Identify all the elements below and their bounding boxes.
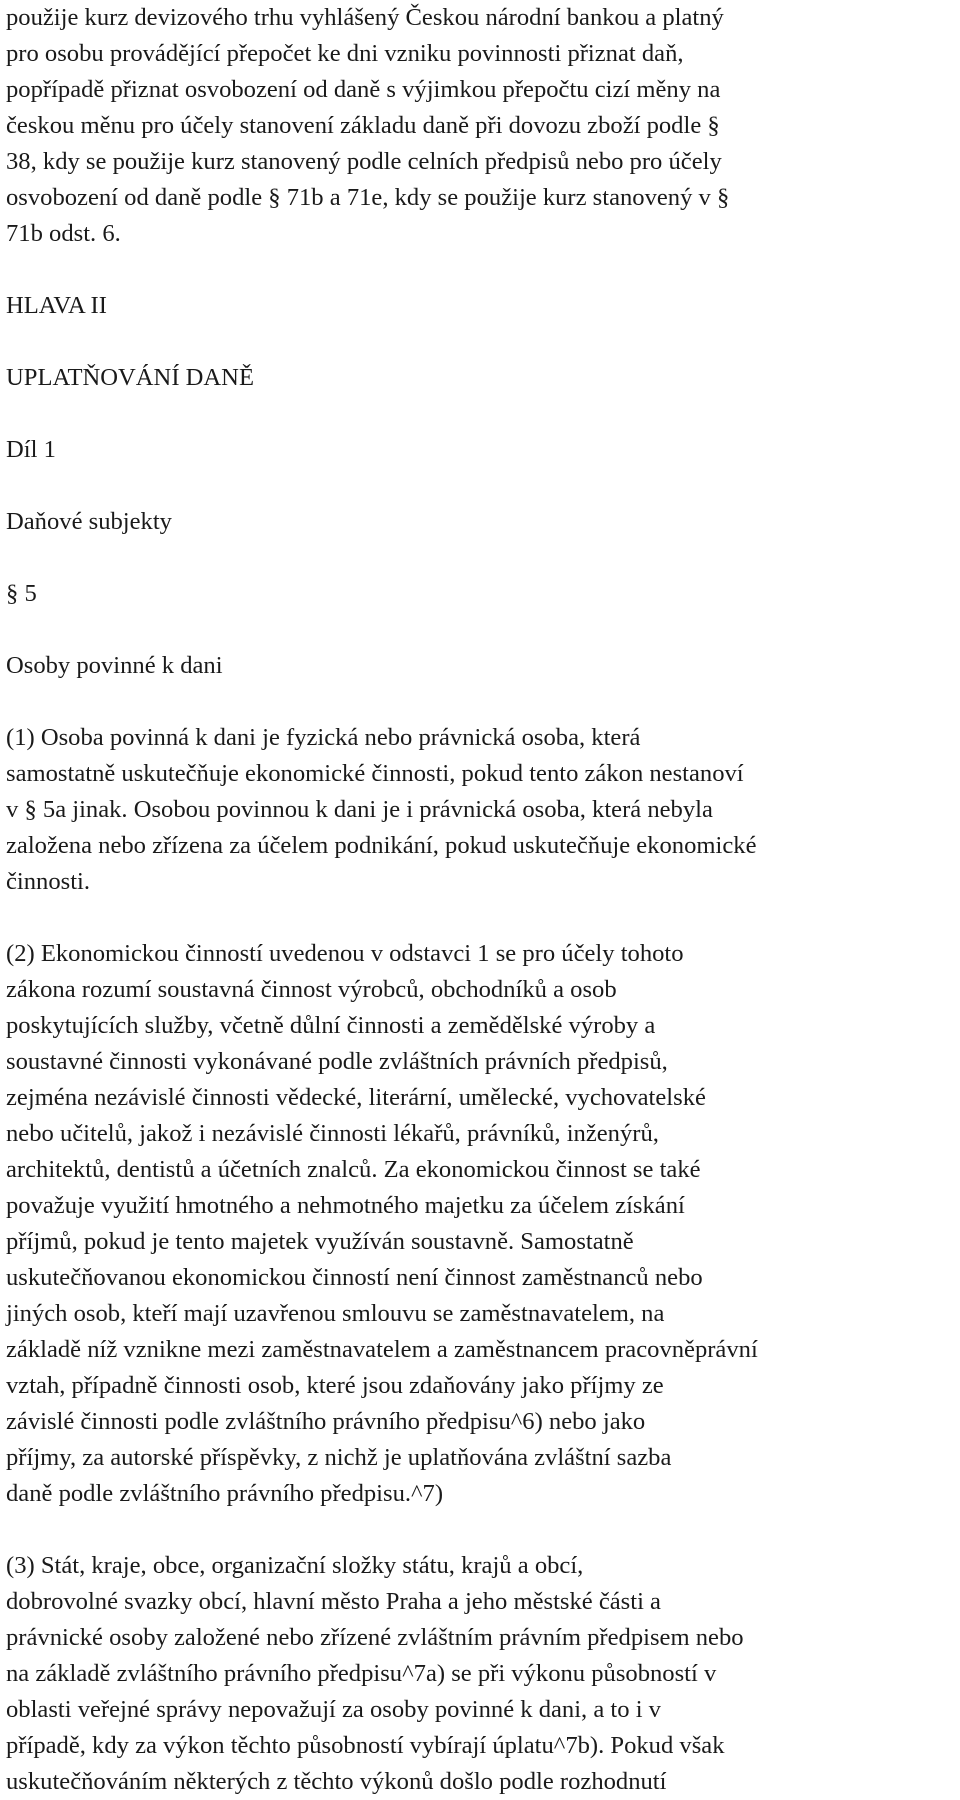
text-line: založena nebo zřízena za účelem podnikání, pokud uskutečňuje ekonomické xyxy=(6,832,757,859)
text-line: soustavné činnosti vykonávané podle zvláštních právních předpisů, xyxy=(6,1048,668,1075)
hlava-title: UPLATŇOVÁNÍ DANĚ xyxy=(6,364,254,391)
paragraph-2 xyxy=(6,936,954,1512)
text-line: na základě zvláštního právního předpisu^7a) se při výkonu působností v xyxy=(6,1660,717,1687)
text-line: poskytujících služby, včetně důlní činnosti a zemědělské výroby a xyxy=(6,1012,656,1039)
text-line: dobrovolné svazky obcí, hlavní město Praha a jeho městské části a xyxy=(6,1588,661,1615)
text-line: v § 5a jinak. Osobou povinnou k dani je i právnická osoba, která nebyla xyxy=(6,796,713,823)
section-number: § 5 xyxy=(6,580,37,607)
text-line: (2) Ekonomickou činností uvedenou v odstavci 1 se pro účely tohoto xyxy=(6,940,684,967)
text-line: nebo učitelů, jakož i nezávislé činnosti lékařů, právníků, inženýrů, xyxy=(6,1120,659,1147)
dil-title: Daňové subjekty xyxy=(6,508,172,535)
text-line: právnické osoby založené nebo zřízené zvláštním právním předpisem nebo xyxy=(6,1624,744,1651)
text-line: uskutečňovanou ekonomickou činností není činnost zaměstnanců nebo xyxy=(6,1264,703,1291)
text-line: činnosti. xyxy=(6,868,91,895)
hlava-heading: HLAVA II xyxy=(6,292,107,319)
section-title: Osoby povinné k dani xyxy=(6,652,223,679)
text-line: osvobození od daně podle § 71b a 71e, kdy se použije kurz stanovený v § xyxy=(6,184,730,211)
text-line: případě, kdy za výkon těchto působností vybírají úplatu^7b). Pokud však xyxy=(6,1732,725,1759)
text-line: zákona rozumí soustavná činnost výrobců, obchodníků a osob xyxy=(6,976,617,1003)
text-line: českou měnu pro účely stanovení základu daně při dovozu zboží podle § xyxy=(6,112,720,139)
text-line: (1) Osoba povinná k dani je fyzická nebo právnická osoba, která xyxy=(6,724,641,751)
text-line: vztah, případně činnosti osob, které jsou zdaňovány jako příjmy ze xyxy=(6,1372,664,1399)
text-line: oblasti veřejné správy nepovažují za osoby povinné k dani, a to i v xyxy=(6,1696,661,1723)
paragraph-1 xyxy=(6,720,954,900)
dil-heading: Díl 1 xyxy=(6,436,56,463)
text-line: považuje využití hmotného a nehmotného majetku za účelem získání xyxy=(6,1192,685,1219)
text-line: daně podle zvláštního právního předpisu.^7) xyxy=(6,1480,444,1507)
text-line: popřípadě přiznat osvobození od daně s výjimkou přepočtu cizí měny na xyxy=(6,76,721,103)
text-line: příjmů, pokud je tento majetek využíván soustavně. Samostatně xyxy=(6,1228,634,1255)
intro-paragraph xyxy=(6,0,954,252)
text-line: jiných osob, kteří mají uzavřenou smlouvu se zaměstnavatelem, na xyxy=(6,1300,665,1327)
text-line: pro osobu provádějící přepočet ke dni vzniku povinnosti přiznat daň, xyxy=(6,40,684,67)
text-line: 38, kdy se použije kurz stanovený podle celních předpisů nebo pro účely xyxy=(6,148,722,175)
text-line: závislé činnosti podle zvláštního právního předpisu^6) nebo jako xyxy=(6,1408,646,1435)
text-line: základě níž vznikne mezi zaměstnavatelem a zaměstnancem pracovněprávní xyxy=(6,1336,758,1363)
document-page xyxy=(6,0,954,1800)
text-line: příjmy, za autorské příspěvky, z nichž je uplatňována zvláštní sazba xyxy=(6,1444,672,1471)
text-line: uskutečňováním některých z těchto výkonů došlo podle rozhodnutí xyxy=(6,1768,667,1795)
text-line: použije kurz devizového trhu vyhlášený Českou národní bankou a platný xyxy=(6,4,724,31)
text-line: samostatně uskutečňuje ekonomické činnosti, pokud tento zákon nestanoví xyxy=(6,760,744,787)
text-line: zejména nezávislé činnosti vědecké, literární, umělecké, vychovatelské xyxy=(6,1084,706,1111)
text-line: (3) Stát, kraje, obce, organizační složky státu, krajů a obcí, xyxy=(6,1552,584,1579)
text-line: architektů, dentistů a účetních znalců. Za ekonomickou činnost se také xyxy=(6,1156,701,1183)
paragraph-3 xyxy=(6,1548,954,1800)
text-line: 71b odst. 6. xyxy=(6,220,121,247)
